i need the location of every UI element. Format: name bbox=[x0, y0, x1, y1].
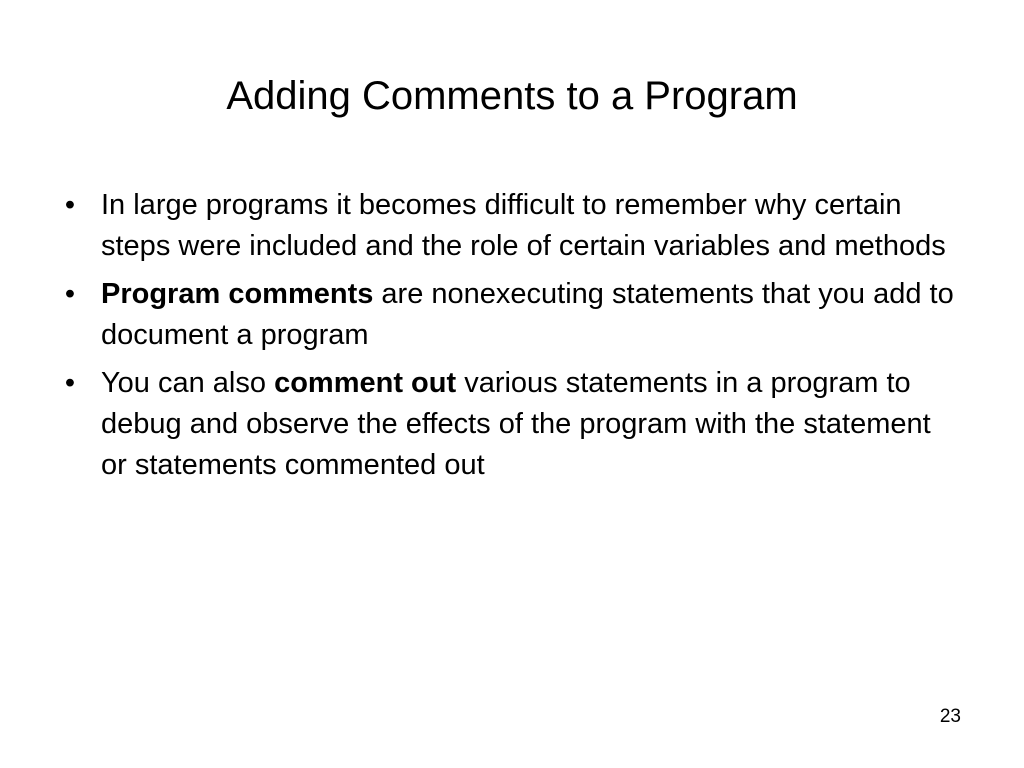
bullet-text-lead: You can also bbox=[101, 367, 275, 399]
bullet-icon: • bbox=[64, 278, 76, 310]
bullet-item-program-comments bbox=[60, 274, 960, 356]
page-number: 23 bbox=[939, 706, 961, 727]
bullet-icon: • bbox=[64, 367, 76, 399]
bullet-item-remember bbox=[60, 185, 960, 267]
bullet-term: comment out bbox=[274, 367, 457, 399]
bullet-icon: • bbox=[64, 189, 76, 221]
bullet-term: Program comments bbox=[101, 278, 374, 310]
bullet-list bbox=[60, 185, 960, 493]
bullet-text: In large programs it becomes difficult to remember why certain steps were included and the role of certain variables and methods bbox=[101, 189, 946, 262]
bullet-text: are nonexecuting statements that you add to document a program bbox=[101, 278, 954, 351]
bullet-text: various statements in a program to debug and observe the effects of the program with the statement or statements commented out bbox=[101, 367, 931, 481]
bullet-item-comment-out bbox=[60, 363, 960, 486]
slide-title: Adding Comments to a Program bbox=[226, 74, 798, 118]
